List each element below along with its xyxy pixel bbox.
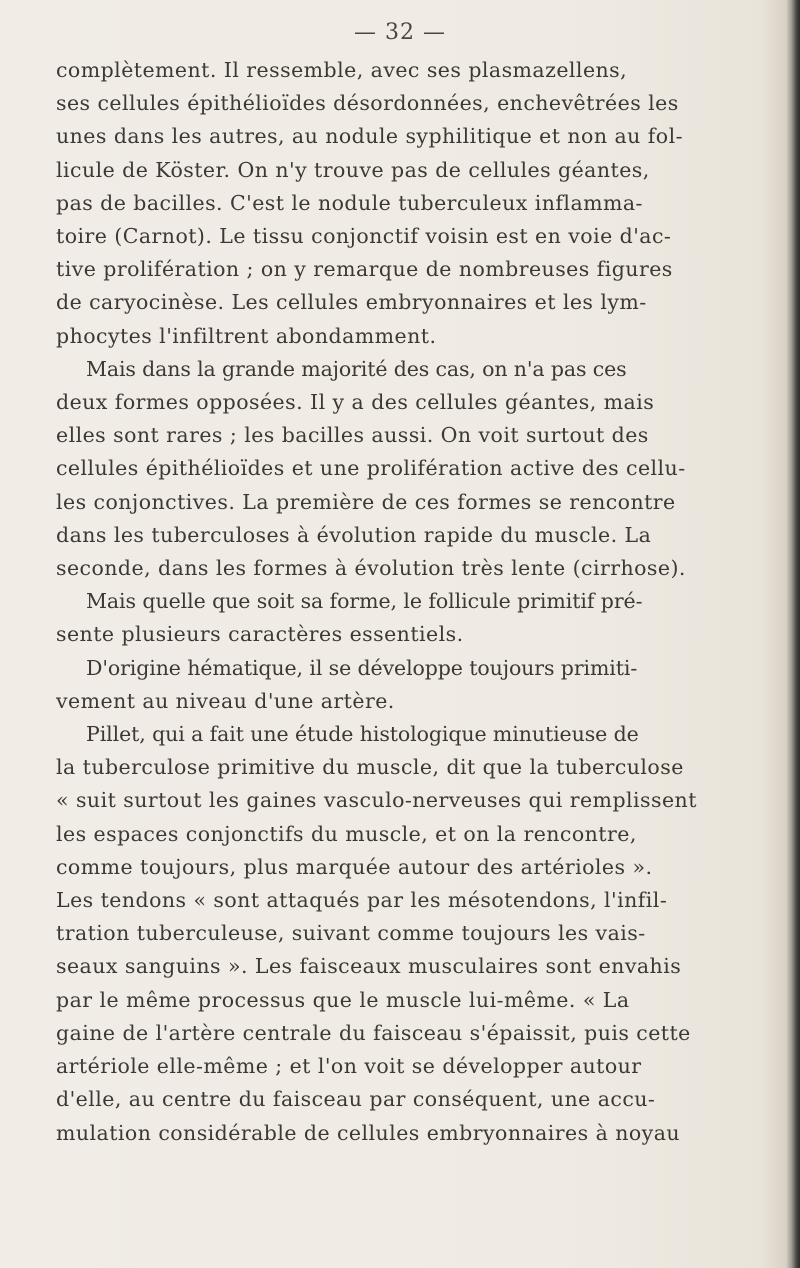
text-line-25: comme toujours, plus marquée autour des artérioles ». <box>56 854 653 879</box>
text-line-18: sente plusieurs caractères essentiels. <box>56 622 464 647</box>
page-body-text <box>56 54 762 1150</box>
paragraph-4 <box>56 652 762 718</box>
text-line-22: la tuberculose primitive du muscle, dit que la tuberculose <box>56 755 684 780</box>
text-line-5: pas de bacilles. C'est le nodule tuberculeux inflamma- <box>56 190 643 215</box>
paragraph-2 <box>56 353 762 585</box>
text-line-28: seaux sanguins ». Les faisceaux musculaires sont envahis <box>56 954 682 979</box>
text-line-19: D'origine hématique, il se développe toujours primiti- <box>86 655 638 680</box>
text-line-14: les conjonctives. La première de ces formes se rencontre <box>56 489 676 514</box>
text-line-33: mulation considérable de cellules embryonnaires à noyau <box>56 1120 681 1145</box>
text-line-29: par le même processus que le muscle lui-même. « La <box>56 987 630 1012</box>
text-line-31: artériole elle-même ; et l'on voit se développer autour <box>56 1054 642 1079</box>
text-line-6: toire (Carnot). Le tissu conjonctif voisin est en voie d'ac- <box>56 224 672 249</box>
text-line-32: d'elle, au centre du faisceau par conséquent, une accu- <box>56 1087 656 1112</box>
text-line-13: cellules épithélioïdes et une prolifération active des cellu- <box>56 456 686 481</box>
text-line-30: gaine de l'artère centrale du faisceau s'épaissit, puis cette <box>56 1020 691 1045</box>
paragraph-1 <box>56 54 762 353</box>
book-spine-shadow <box>786 0 800 1268</box>
text-line-20: vement au niveau d'une artère. <box>56 688 395 713</box>
text-line-2: ses cellules épithélioïdes désordonnées, enchevêtrées les <box>56 91 679 116</box>
text-line-27: tration tuberculeuse, suivant comme toujours les vais- <box>56 921 646 946</box>
text-line-24: les espaces conjonctifs du muscle, et on la rencontre, <box>56 821 637 846</box>
text-line-10: Mais dans la grande majorité des cas, on n'a pas ces <box>86 356 627 381</box>
text-line-11: deux formes opposées. Il y a des cellules géantes, mais <box>56 390 655 415</box>
text-line-15: dans les tuberculoses à évolution rapide du muscle. La <box>56 522 652 547</box>
text-line-8: de caryocinèse. Les cellules embryonnaires et les lym- <box>56 290 647 315</box>
text-line-12: elles sont rares ; les bacilles aussi. On voit surtout des <box>56 423 649 448</box>
text-line-3: unes dans les autres, au nodule syphilitique et non au fol- <box>56 124 683 149</box>
text-line-9: phocytes l'infiltrent abondamment. <box>56 323 437 348</box>
text-line-7: tive prolifération ; on y remarque de nombreuses figures <box>56 257 673 282</box>
text-line-4: licule de Köster. On n'y trouve pas de cellules géantes, <box>56 157 650 182</box>
text-line-1: complètement. Il ressemble, avec ses plasmazellens, <box>56 58 628 82</box>
text-line-23: « suit surtout les gaines vasculo-nerveuses qui remplissent <box>56 788 697 813</box>
paragraph-5 <box>56 718 762 1150</box>
text-line-17: Mais quelle que soit sa forme, le follicule primitif pré- <box>86 589 643 614</box>
text-line-21: Pillet, qui a fait une étude histologique minutieuse de <box>86 722 639 747</box>
text-line-16: seconde, dans les formes à évolution très lente (cirrhose). <box>56 556 686 581</box>
paragraph-3 <box>56 585 762 651</box>
page-number: — 32 — <box>354 20 446 45</box>
text-line-26: Les tendons « sont attaqués par les mésotendons, l'infil- <box>56 888 668 913</box>
